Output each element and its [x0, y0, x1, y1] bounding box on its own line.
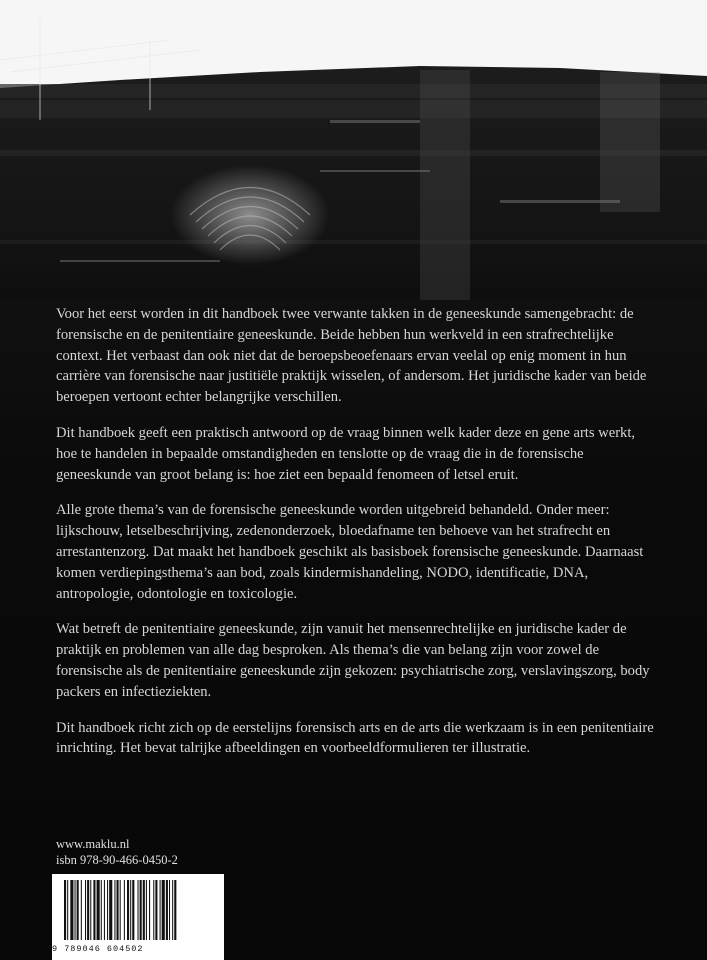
paragraph-audience: Dit handboek richt zich op de eerstelijns forensisch arts en de arts die werkzaam is in een penitentiaire inrichting. Het bevat talrijke afbeeldingen en voorbeeldformulieren ter illustratie. [56, 719, 654, 757]
barcode-bar [124, 880, 125, 940]
barcode-bar [109, 880, 112, 940]
barcode-bar [64, 880, 66, 940]
barcode-bar [146, 880, 147, 940]
barcode-bar [107, 880, 108, 940]
barcode-bar [87, 880, 89, 940]
barcode-bar [81, 880, 82, 940]
barcode-bar [120, 880, 121, 940]
barcode-bar [169, 880, 170, 940]
barcode-bar [67, 880, 68, 940]
barcode-bar [172, 880, 173, 940]
barcode-bar [153, 880, 154, 940]
isbn-text: isbn 978-90-466-0450-2 [56, 853, 178, 867]
barcode-bar [97, 880, 100, 940]
barcode-bar [132, 880, 134, 940]
barcode-bar [130, 880, 131, 940]
barcode-bar [114, 880, 115, 940]
description-text [56, 304, 656, 774]
barcode-bar [90, 880, 91, 940]
paragraph-penitentiary: Wat betreft de penitentiaire geneeskunde, zijn vanuit het mensenrechtelijke en juridische kader de praktijk en problemen van alle dag besproken. Als thema’s die van belang zijn voor zowel de forensische als de penitentiaire geneeskunde zijn gekozen: psychiatrische zorg, verslavingszorg, body packers en infectieziekten. [56, 621, 650, 700]
barcode-bar [77, 880, 79, 940]
barcode-bar [85, 880, 86, 940]
barcode-bar [75, 880, 76, 940]
barcode-digits: 9 789046 604502 [52, 944, 144, 954]
imprint [56, 836, 178, 868]
fingerprint-shape [170, 165, 330, 265]
paragraph-purpose: Dit handboek geeft een praktisch antwoord op de vraag binnen welk kader deze en gene arts werkt, hoe te handelen in bepaalde omstandigheden en tenslotte op de vraag die in de forensische geneeskunde van groot belang is: hoe ziet een bepaald fenomeen of letsel eruit. [56, 424, 636, 483]
barcode-bar [155, 880, 157, 940]
barcode-bar [138, 880, 139, 940]
barcode-bar [101, 880, 102, 940]
barcode-bar [162, 880, 165, 940]
barcode-bar [70, 880, 73, 940]
barcode-bar [174, 880, 176, 940]
barcode-bar [127, 880, 129, 940]
paragraph-forensic-themes: Alle grote thema’s van de forensische geneeskunde worden uitgebreid behandeld. Onder meer: lijkschouw, letselbeschrijving, zedenonderzoek, bloedafname ten behoeve van het strafrecht en arrestantenzorg. Dat maakt het handboek geschikt als basisboek forensische geneeskunde. Daarnaast komen verdiepingsthema’s aan bod, zoals kindermishandeling, NODO, identificatie, DNA, antropologie, odontologie en toxicologie. [56, 502, 644, 602]
barcode-bar [166, 880, 168, 940]
barcode [52, 874, 224, 960]
cover-artwork [0, 0, 707, 300]
barcode-bar [143, 880, 145, 940]
website-link[interactable]: www.maklu.nl [56, 837, 130, 851]
barcode-bars [52, 874, 224, 944]
paragraph-intro: Voor het eerst worden in dit handboek twee verwante takken in de geneeskunde samengebracht: de forensische en de penitentiaire geneeskunde. Beide hebben hun werkveld in een strafrechtelijke context. Het verbaast dan ook niet dat de beroepsbeoefenaars ervan veelal op enig moment in hun carrière van forensische naar justitiële praktijk wisselen, of andersom. Het juridische kader van beide beroepen vertoont echter belangrijke verschillen. [56, 306, 647, 406]
barcode-bar [104, 880, 105, 940]
barcode-bar [149, 880, 150, 940]
barcode-bar [140, 880, 142, 940]
barcode-bar [93, 880, 95, 940]
barcode-bar [117, 880, 119, 940]
barcode-bar [160, 880, 161, 940]
